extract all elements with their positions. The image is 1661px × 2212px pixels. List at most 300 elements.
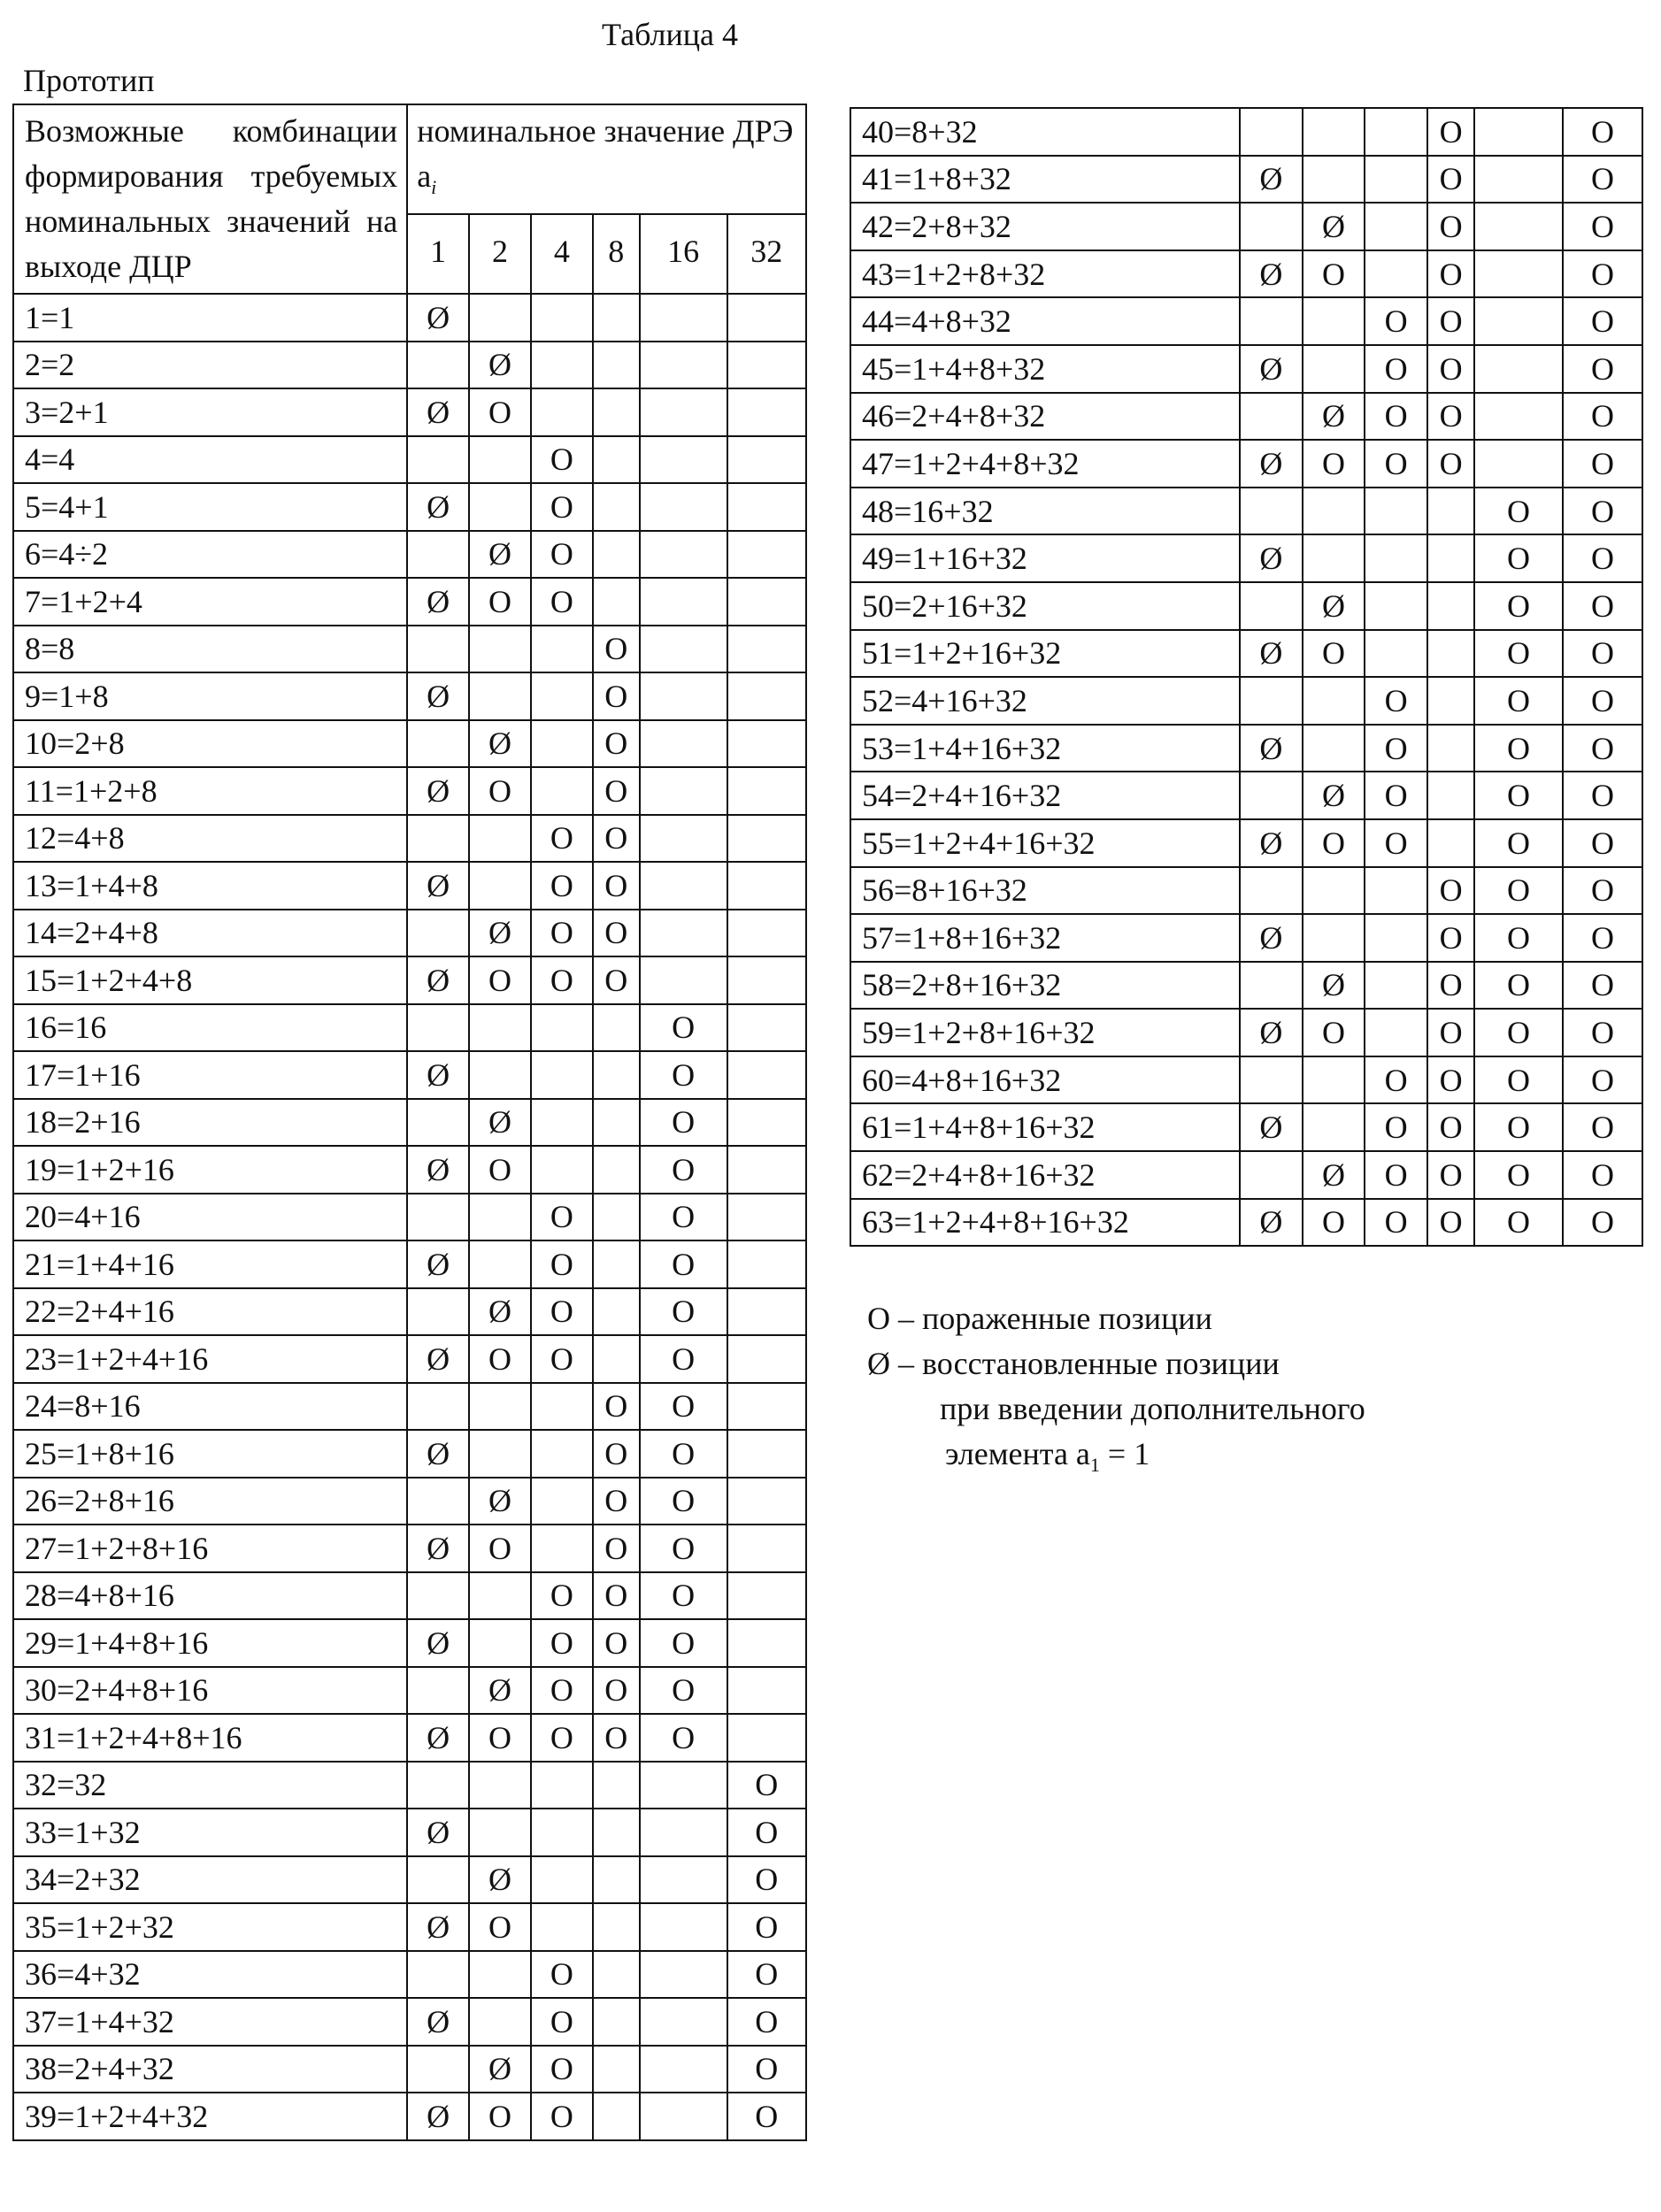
position-mark <box>727 862 806 910</box>
position-mark <box>593 1288 640 1336</box>
position-mark <box>1365 1009 1427 1056</box>
position-mark <box>593 1099 640 1147</box>
position-mark <box>593 1809 640 1856</box>
position-mark: O <box>593 767 640 815</box>
table-row <box>850 914 1642 962</box>
position-mark <box>593 1194 640 1241</box>
legend-element-sub: 1 <box>1090 1454 1100 1476</box>
row-label: 54=2+4+16+32 <box>850 772 1240 819</box>
position-mark <box>407 531 469 579</box>
position-mark <box>407 626 469 673</box>
position-mark <box>640 483 727 531</box>
position-mark: O <box>640 1194 727 1241</box>
row-label: 1=1 <box>13 294 407 342</box>
position-mark <box>593 294 640 342</box>
position-mark: O <box>640 1004 727 1052</box>
position-mark <box>727 388 806 436</box>
table-row <box>850 534 1642 582</box>
position-mark: O <box>531 1619 593 1667</box>
position-mark: O <box>727 2093 806 2140</box>
position-mark: O <box>640 1099 727 1147</box>
table-row <box>850 1009 1642 1056</box>
position-mark <box>531 767 593 815</box>
position-mark: O <box>593 1525 640 1572</box>
position-mark: O <box>1474 1103 1563 1151</box>
table-row <box>13 672 806 720</box>
position-mark: O <box>640 1146 727 1194</box>
table-row <box>13 1619 806 1667</box>
position-mark: O <box>593 910 640 957</box>
table-row <box>13 1099 806 1147</box>
position-mark <box>1303 534 1365 582</box>
position-mark: O <box>593 862 640 910</box>
table-row <box>13 1951 806 1999</box>
table-row <box>850 108 1642 156</box>
position-mark <box>727 956 806 1004</box>
position-mark <box>531 1051 593 1099</box>
position-mark <box>593 1903 640 1951</box>
position-mark: O <box>1365 393 1427 441</box>
position-mark: Ø <box>469 1667 531 1715</box>
position-mark: O <box>1427 156 1474 204</box>
position-mark: O <box>1563 345 1642 393</box>
row-label: 25=1+8+16 <box>13 1430 407 1478</box>
position-mark <box>1240 962 1303 1010</box>
legend-element <box>867 1432 1365 1487</box>
position-mark: O <box>469 388 531 436</box>
row-label: 12=4+8 <box>13 815 407 863</box>
position-mark: O <box>1563 867 1642 915</box>
position-mark: O <box>531 531 593 579</box>
row-label: 62=2+4+8+16+32 <box>850 1151 1240 1199</box>
position-mark <box>593 1998 640 2046</box>
row-label: 13=1+4+8 <box>13 862 407 910</box>
position-mark <box>640 672 727 720</box>
row-label: 24=8+16 <box>13 1383 407 1431</box>
position-mark <box>469 626 531 673</box>
position-mark: O <box>727 1903 806 1951</box>
header-position: 8 <box>593 214 640 294</box>
header-position: 4 <box>531 214 593 294</box>
position-mark: O <box>531 910 593 957</box>
row-label: 47=1+2+4+8+32 <box>850 440 1240 488</box>
position-mark: O <box>1427 440 1474 488</box>
position-mark <box>727 1572 806 1620</box>
row-label: 39=1+2+4+32 <box>13 2093 407 2140</box>
row-label: 4=4 <box>13 436 407 484</box>
position-mark: O <box>1563 725 1642 772</box>
position-mark <box>1365 156 1427 204</box>
table-row <box>13 1714 806 1762</box>
table-row <box>850 440 1642 488</box>
table-row <box>850 1151 1642 1199</box>
position-mark: O <box>469 1146 531 1194</box>
table-row <box>850 1056 1642 1104</box>
position-mark: Ø <box>407 956 469 1004</box>
position-mark: O <box>531 815 593 863</box>
position-mark: O <box>1474 772 1563 819</box>
position-mark <box>407 910 469 957</box>
header-nominal-text: номинальное значение ДРЭ a <box>417 113 793 194</box>
position-mark <box>727 1194 806 1241</box>
row-label: 6=4÷2 <box>13 531 407 579</box>
position-mark <box>640 2093 727 2140</box>
position-mark <box>727 767 806 815</box>
position-mark <box>407 815 469 863</box>
row-label: 5=4+1 <box>13 483 407 531</box>
position-mark <box>727 1525 806 1572</box>
position-mark: O <box>1474 488 1563 535</box>
position-mark: O <box>1427 345 1474 393</box>
position-mark <box>469 1809 531 1856</box>
position-mark: O <box>1303 819 1365 867</box>
position-mark <box>593 483 640 531</box>
row-label: 30=2+4+8+16 <box>13 1667 407 1715</box>
table-row <box>13 1762 806 1809</box>
position-mark <box>407 1951 469 1999</box>
table-row <box>13 2093 806 2140</box>
position-mark: O <box>1474 914 1563 962</box>
row-label: 60=4+8+16+32 <box>850 1056 1240 1104</box>
position-mark: O <box>727 1762 806 1809</box>
position-mark: Ø <box>407 862 469 910</box>
table-row <box>13 720 806 768</box>
position-mark: O <box>593 1383 640 1431</box>
row-label: 14=2+4+8 <box>13 910 407 957</box>
position-mark: O <box>1563 962 1642 1010</box>
position-mark: O <box>593 1619 640 1667</box>
row-label: 53=1+4+16+32 <box>850 725 1240 772</box>
position-mark: Ø <box>1240 1009 1303 1056</box>
position-mark <box>407 436 469 484</box>
position-mark: O <box>469 1525 531 1572</box>
position-mark: O <box>469 1335 531 1383</box>
position-mark <box>1240 582 1303 630</box>
row-label: 55=1+2+4+16+32 <box>850 819 1240 867</box>
position-mark <box>1365 630 1427 678</box>
position-mark <box>727 626 806 673</box>
position-mark: Ø <box>1240 630 1303 678</box>
position-mark: O <box>1563 1199 1642 1247</box>
position-mark <box>640 1951 727 1999</box>
position-mark: O <box>727 2046 806 2093</box>
position-mark: O <box>1427 203 1474 250</box>
table-row <box>850 250 1642 298</box>
row-label: 40=8+32 <box>850 108 1240 156</box>
table-row <box>850 393 1642 441</box>
position-mark <box>1240 1151 1303 1199</box>
position-mark: Ø <box>1240 250 1303 298</box>
table-row <box>850 1103 1642 1151</box>
position-mark <box>727 436 806 484</box>
position-mark <box>407 1478 469 1525</box>
position-mark <box>407 1288 469 1336</box>
position-mark <box>640 436 727 484</box>
position-mark <box>469 1572 531 1620</box>
position-mark <box>1303 1056 1365 1104</box>
position-mark <box>1365 582 1427 630</box>
position-mark <box>593 342 640 389</box>
position-mark <box>640 1903 727 1951</box>
position-mark: O <box>1365 1056 1427 1104</box>
position-mark: O <box>531 1288 593 1336</box>
table-row <box>850 488 1642 535</box>
position-mark <box>1427 677 1474 725</box>
position-mark <box>1240 297 1303 345</box>
position-mark: O <box>531 1194 593 1241</box>
position-mark: O <box>1427 914 1474 962</box>
position-mark: O <box>1427 393 1474 441</box>
table-row <box>850 867 1642 915</box>
position-mark <box>727 1051 806 1099</box>
position-mark <box>531 626 593 673</box>
position-mark: O <box>640 1619 727 1667</box>
position-mark <box>531 1809 593 1856</box>
position-mark: O <box>1563 203 1642 250</box>
row-label: 58=2+8+16+32 <box>850 962 1240 1010</box>
position-mark: O <box>469 767 531 815</box>
position-mark: O <box>1427 108 1474 156</box>
table-row <box>850 1199 1642 1247</box>
position-mark <box>640 578 727 626</box>
table-row <box>13 294 806 342</box>
row-label: 50=2+16+32 <box>850 582 1240 630</box>
position-mark: O <box>640 1572 727 1620</box>
row-label: 10=2+8 <box>13 720 407 768</box>
position-mark <box>1303 867 1365 915</box>
position-mark <box>640 862 727 910</box>
position-mark: O <box>1563 1056 1642 1104</box>
position-mark: O <box>593 1714 640 1762</box>
legend-restored-cont: при введении дополнительного <box>867 1386 1365 1432</box>
position-mark <box>531 388 593 436</box>
position-mark: O <box>469 956 531 1004</box>
position-mark <box>727 578 806 626</box>
position-mark <box>469 862 531 910</box>
position-mark <box>1240 488 1303 535</box>
position-mark: O <box>1365 1103 1427 1151</box>
position-mark <box>469 1240 531 1288</box>
row-label: 33=1+32 <box>13 1809 407 1856</box>
position-mark: O <box>640 1383 727 1431</box>
table-row <box>850 156 1642 204</box>
position-mark: O <box>640 1478 727 1525</box>
position-mark <box>1365 962 1427 1010</box>
row-label: 27=1+2+8+16 <box>13 1525 407 1572</box>
position-mark: Ø <box>1240 156 1303 204</box>
position-mark <box>727 1146 806 1194</box>
position-mark <box>1240 1056 1303 1104</box>
position-mark: Ø <box>407 1619 469 1667</box>
table-caption: Таблица 4 <box>602 16 738 53</box>
position-mark: O <box>593 1478 640 1525</box>
table-row <box>13 1572 806 1620</box>
position-mark <box>640 388 727 436</box>
position-mark <box>727 1240 806 1288</box>
row-label: 35=1+2+32 <box>13 1903 407 1951</box>
position-mark: O <box>640 1335 727 1383</box>
row-label: 51=1+2+16+32 <box>850 630 1240 678</box>
position-mark: O <box>1303 1199 1365 1247</box>
row-label: 63=1+2+4+8+16+32 <box>850 1199 1240 1247</box>
position-mark: Ø <box>469 1856 531 1904</box>
position-mark <box>640 1762 727 1809</box>
table-row <box>13 1478 806 1525</box>
position-mark <box>407 1667 469 1715</box>
row-label: 2=2 <box>13 342 407 389</box>
table-row <box>13 388 806 436</box>
position-mark: O <box>1427 962 1474 1010</box>
header-position: 32 <box>727 214 806 294</box>
position-mark <box>727 1335 806 1383</box>
position-mark: O <box>469 1903 531 1951</box>
position-mark: O <box>1563 1103 1642 1151</box>
position-mark: Ø <box>469 531 531 579</box>
position-mark: Ø <box>407 1335 469 1383</box>
position-mark <box>727 815 806 863</box>
position-mark: O <box>640 1240 727 1288</box>
legend-element-text: элемента a <box>945 1436 1090 1471</box>
position-mark: O <box>1563 677 1642 725</box>
row-label: 28=4+8+16 <box>13 1572 407 1620</box>
position-mark <box>407 1856 469 1904</box>
position-mark: O <box>531 1335 593 1383</box>
table-row <box>13 578 806 626</box>
position-mark <box>1365 914 1427 962</box>
table-row <box>13 815 806 863</box>
position-mark: Ø <box>407 672 469 720</box>
position-mark: Ø <box>407 294 469 342</box>
position-mark <box>727 1430 806 1478</box>
position-mark: O <box>727 1809 806 1856</box>
position-mark <box>1240 867 1303 915</box>
position-mark: O <box>1365 297 1427 345</box>
position-mark: O <box>1563 1009 1642 1056</box>
position-mark: O <box>469 2093 531 2140</box>
position-mark <box>1240 203 1303 250</box>
position-mark: O <box>1474 1009 1563 1056</box>
position-mark: Ø <box>407 1809 469 1856</box>
position-mark <box>1474 393 1563 441</box>
row-label: 31=1+2+4+8+16 <box>13 1714 407 1762</box>
position-mark <box>407 1004 469 1052</box>
position-mark: O <box>1427 1009 1474 1056</box>
header-nominal-value <box>407 104 806 214</box>
position-mark <box>469 1383 531 1431</box>
position-mark: O <box>531 956 593 1004</box>
table-row <box>13 1004 806 1052</box>
position-mark <box>1427 819 1474 867</box>
position-mark <box>593 1051 640 1099</box>
position-mark: O <box>1563 819 1642 867</box>
position-mark <box>640 910 727 957</box>
position-mark: O <box>640 1667 727 1715</box>
position-mark: Ø <box>1303 772 1365 819</box>
position-mark: Ø <box>1240 345 1303 393</box>
position-mark <box>531 1525 593 1572</box>
table-row <box>850 725 1642 772</box>
position-mark <box>640 1809 727 1856</box>
row-label: 56=8+16+32 <box>850 867 1240 915</box>
position-mark <box>727 1004 806 1052</box>
position-mark <box>407 1572 469 1620</box>
position-mark: O <box>1563 914 1642 962</box>
position-mark <box>640 815 727 863</box>
position-mark: O <box>1365 345 1427 393</box>
position-mark: O <box>1427 1056 1474 1104</box>
table-row <box>13 767 806 815</box>
table-row <box>850 203 1642 250</box>
position-mark <box>1427 630 1474 678</box>
position-mark <box>407 1194 469 1241</box>
position-mark: Ø <box>1303 962 1365 1010</box>
position-mark <box>593 1951 640 1999</box>
position-mark: O <box>531 1714 593 1762</box>
position-mark: Ø <box>407 388 469 436</box>
position-mark: O <box>531 2046 593 2093</box>
position-mark: O <box>1474 582 1563 630</box>
position-mark <box>640 1998 727 2046</box>
position-mark: O <box>1474 1151 1563 1199</box>
position-mark <box>1427 582 1474 630</box>
row-label: 34=2+32 <box>13 1856 407 1904</box>
position-mark: O <box>1563 250 1642 298</box>
header-position: 16 <box>640 214 727 294</box>
position-mark: Ø <box>1240 1199 1303 1247</box>
position-mark: Ø <box>407 578 469 626</box>
position-mark: O <box>1563 488 1642 535</box>
position-mark: O <box>531 483 593 531</box>
position-mark <box>727 1714 806 1762</box>
position-mark <box>531 720 593 768</box>
position-mark: Ø <box>1303 582 1365 630</box>
row-label: 38=2+4+32 <box>13 2046 407 2093</box>
position-mark <box>593 1856 640 1904</box>
position-mark: O <box>1474 962 1563 1010</box>
position-mark <box>727 672 806 720</box>
position-mark: O <box>1474 1056 1563 1104</box>
position-mark <box>1427 488 1474 535</box>
position-mark: O <box>1563 630 1642 678</box>
position-mark <box>727 910 806 957</box>
position-mark <box>531 1856 593 1904</box>
row-label: 36=4+32 <box>13 1951 407 1999</box>
combinations-table-right <box>850 107 1643 1247</box>
position-mark: O <box>1303 630 1365 678</box>
table-row <box>13 626 806 673</box>
position-mark <box>469 294 531 342</box>
position-mark <box>469 1051 531 1099</box>
position-mark <box>1365 488 1427 535</box>
row-label: 15=1+2+4+8 <box>13 956 407 1004</box>
position-mark <box>727 531 806 579</box>
position-mark: O <box>727 1856 806 1904</box>
position-mark <box>1303 297 1365 345</box>
row-label: 20=4+16 <box>13 1194 407 1241</box>
row-label: 23=1+2+4+16 <box>13 1335 407 1383</box>
position-mark <box>727 1099 806 1147</box>
position-mark: O <box>1427 867 1474 915</box>
position-mark: Ø <box>1240 819 1303 867</box>
position-mark: O <box>531 1572 593 1620</box>
position-mark <box>469 1194 531 1241</box>
row-label: 52=4+16+32 <box>850 677 1240 725</box>
position-mark: O <box>593 672 640 720</box>
position-mark: O <box>1563 393 1642 441</box>
position-mark <box>407 1383 469 1431</box>
position-mark <box>1240 108 1303 156</box>
position-mark: O <box>1563 440 1642 488</box>
